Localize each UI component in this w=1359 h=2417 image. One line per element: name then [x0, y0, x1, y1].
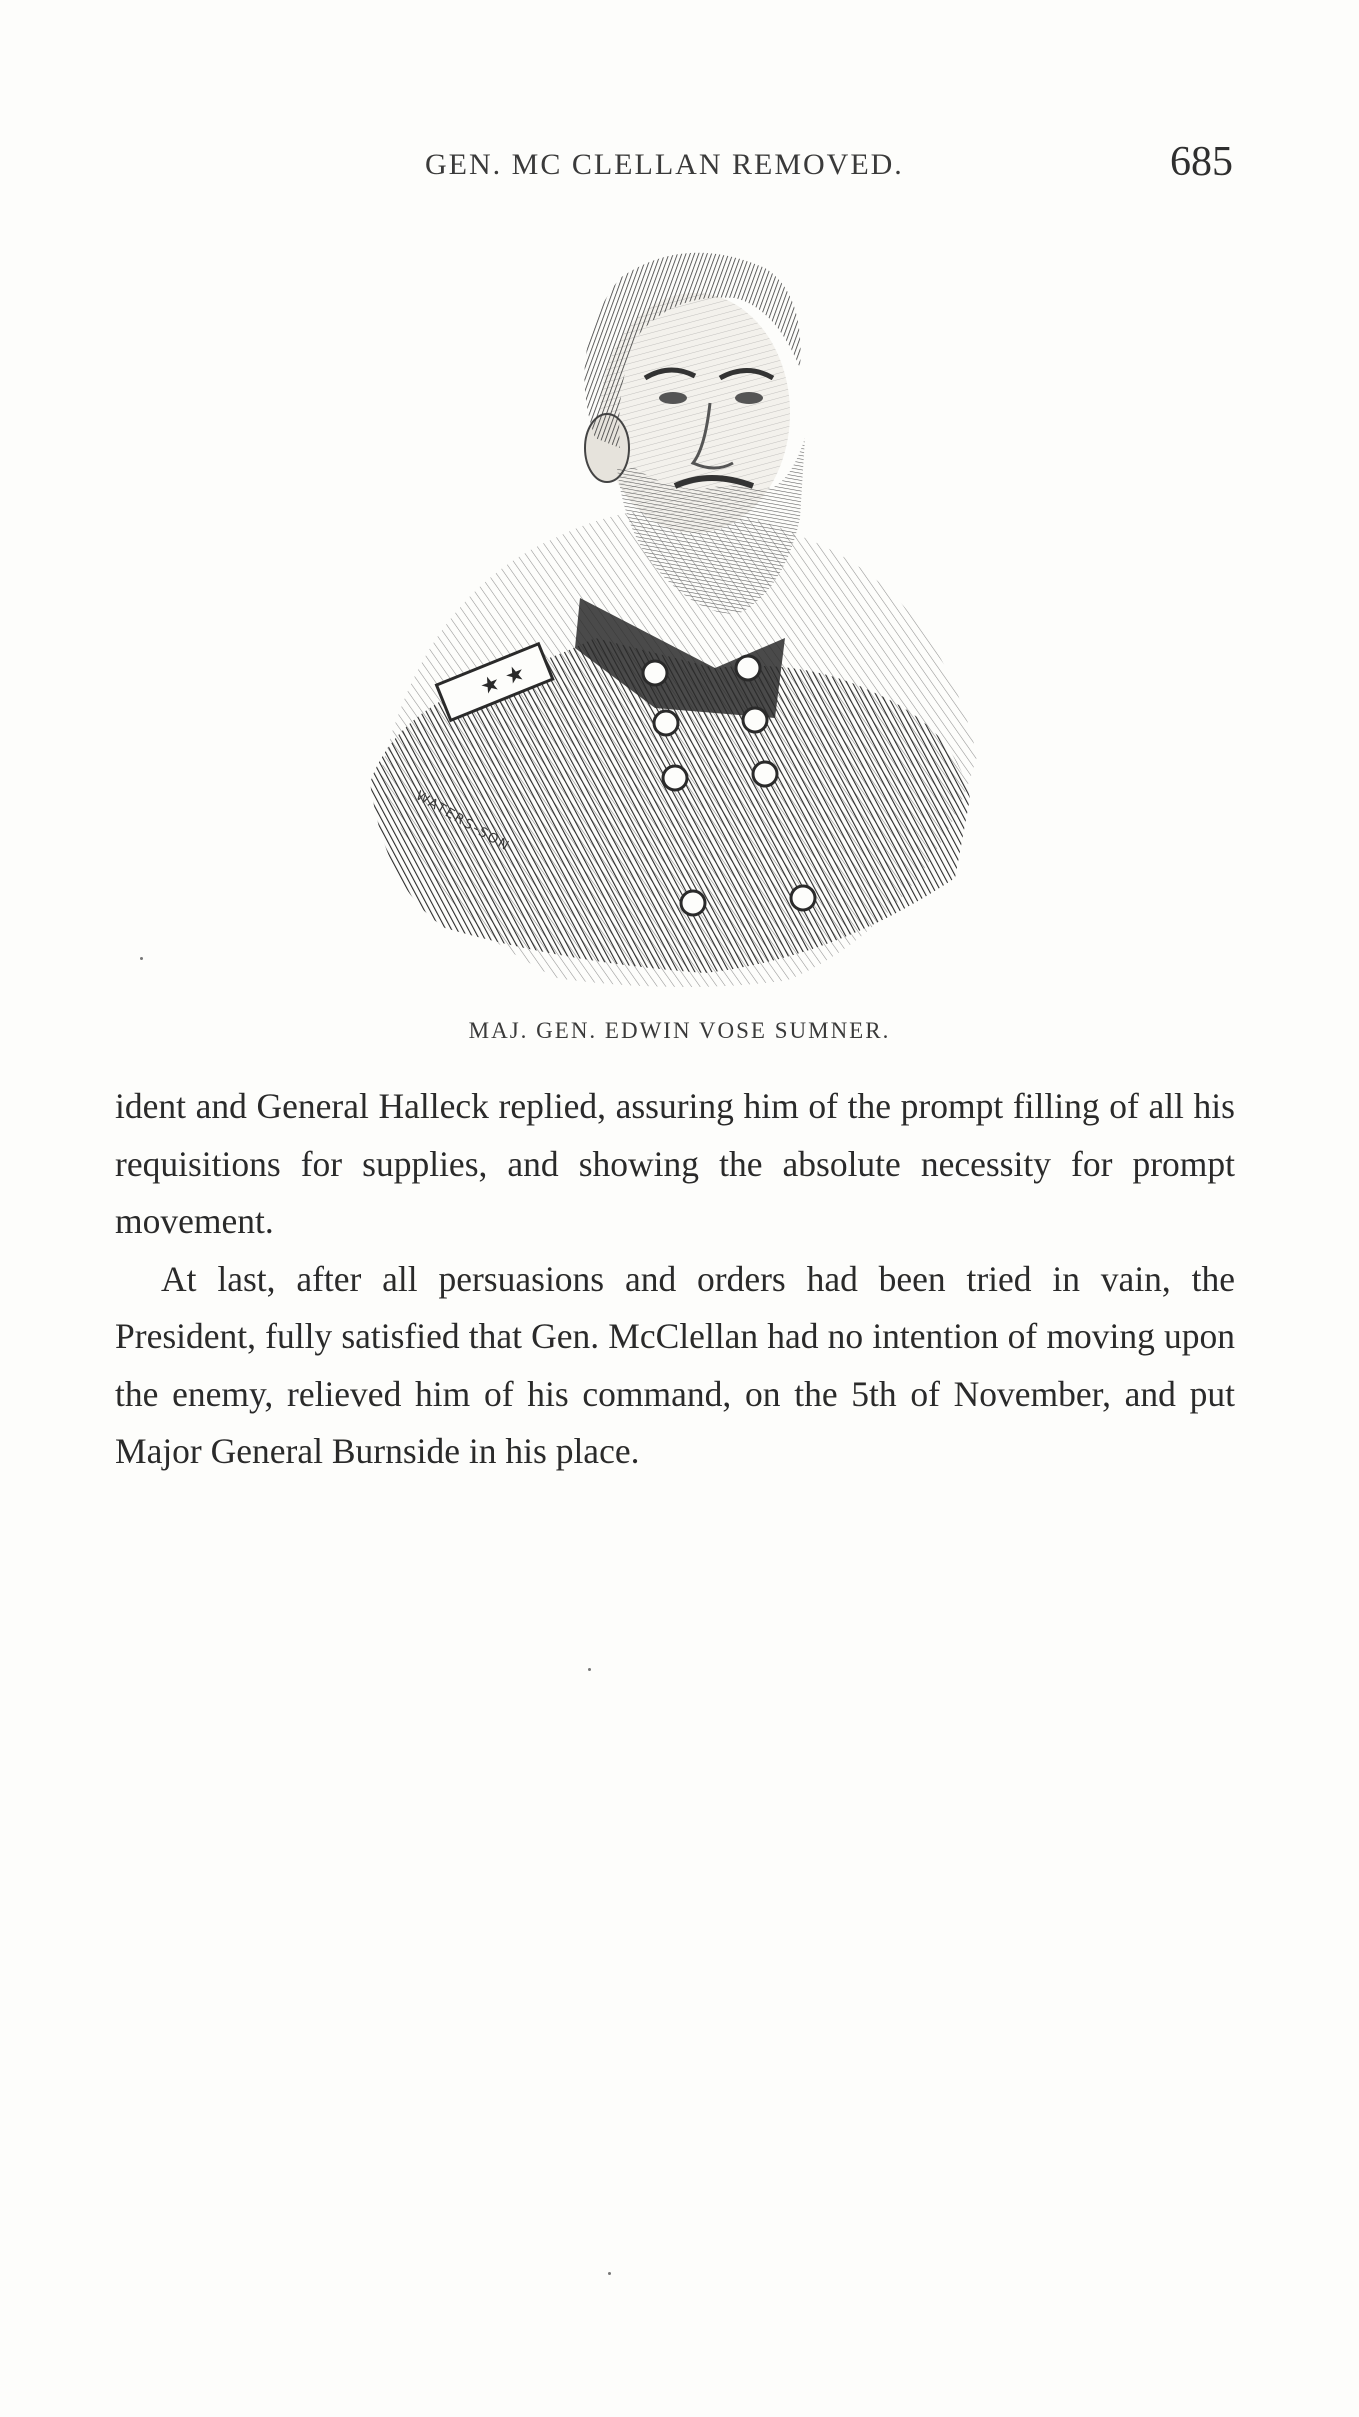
- paper-speck: [608, 2272, 611, 2275]
- svg-text:★ ★: ★ ★: [476, 660, 530, 701]
- running-head: [0, 138, 1359, 198]
- portrait-engraving: [355, 238, 995, 1008]
- paragraph: At last, after all persuasions and orders had been tried in vain, the President, fully satisfied that Gen. McClellan had no intention of moving upon the enemy, relieved him of his command, on the 5th of November, and put Major General Burnside in his place.: [115, 1258, 1235, 1471]
- running-title: GEN. MC CLELLAN REMOVED.: [425, 148, 904, 181]
- paper-speck: [140, 957, 143, 960]
- paper-speck: [588, 1668, 591, 1671]
- engraver-signature: WATERS-SON: [413, 788, 513, 855]
- body-text: [115, 1078, 1235, 1481]
- page-number: 685: [1170, 139, 1233, 185]
- figure-caption: MAJ. GEN. EDWIN VOSE SUMNER.: [468, 1018, 891, 1043]
- paragraph: ident and General Halleck replied, assuring him of the prompt filling of all his requisitions for supplies, and showing the absolute necessity for prompt movement.: [115, 1086, 1235, 1241]
